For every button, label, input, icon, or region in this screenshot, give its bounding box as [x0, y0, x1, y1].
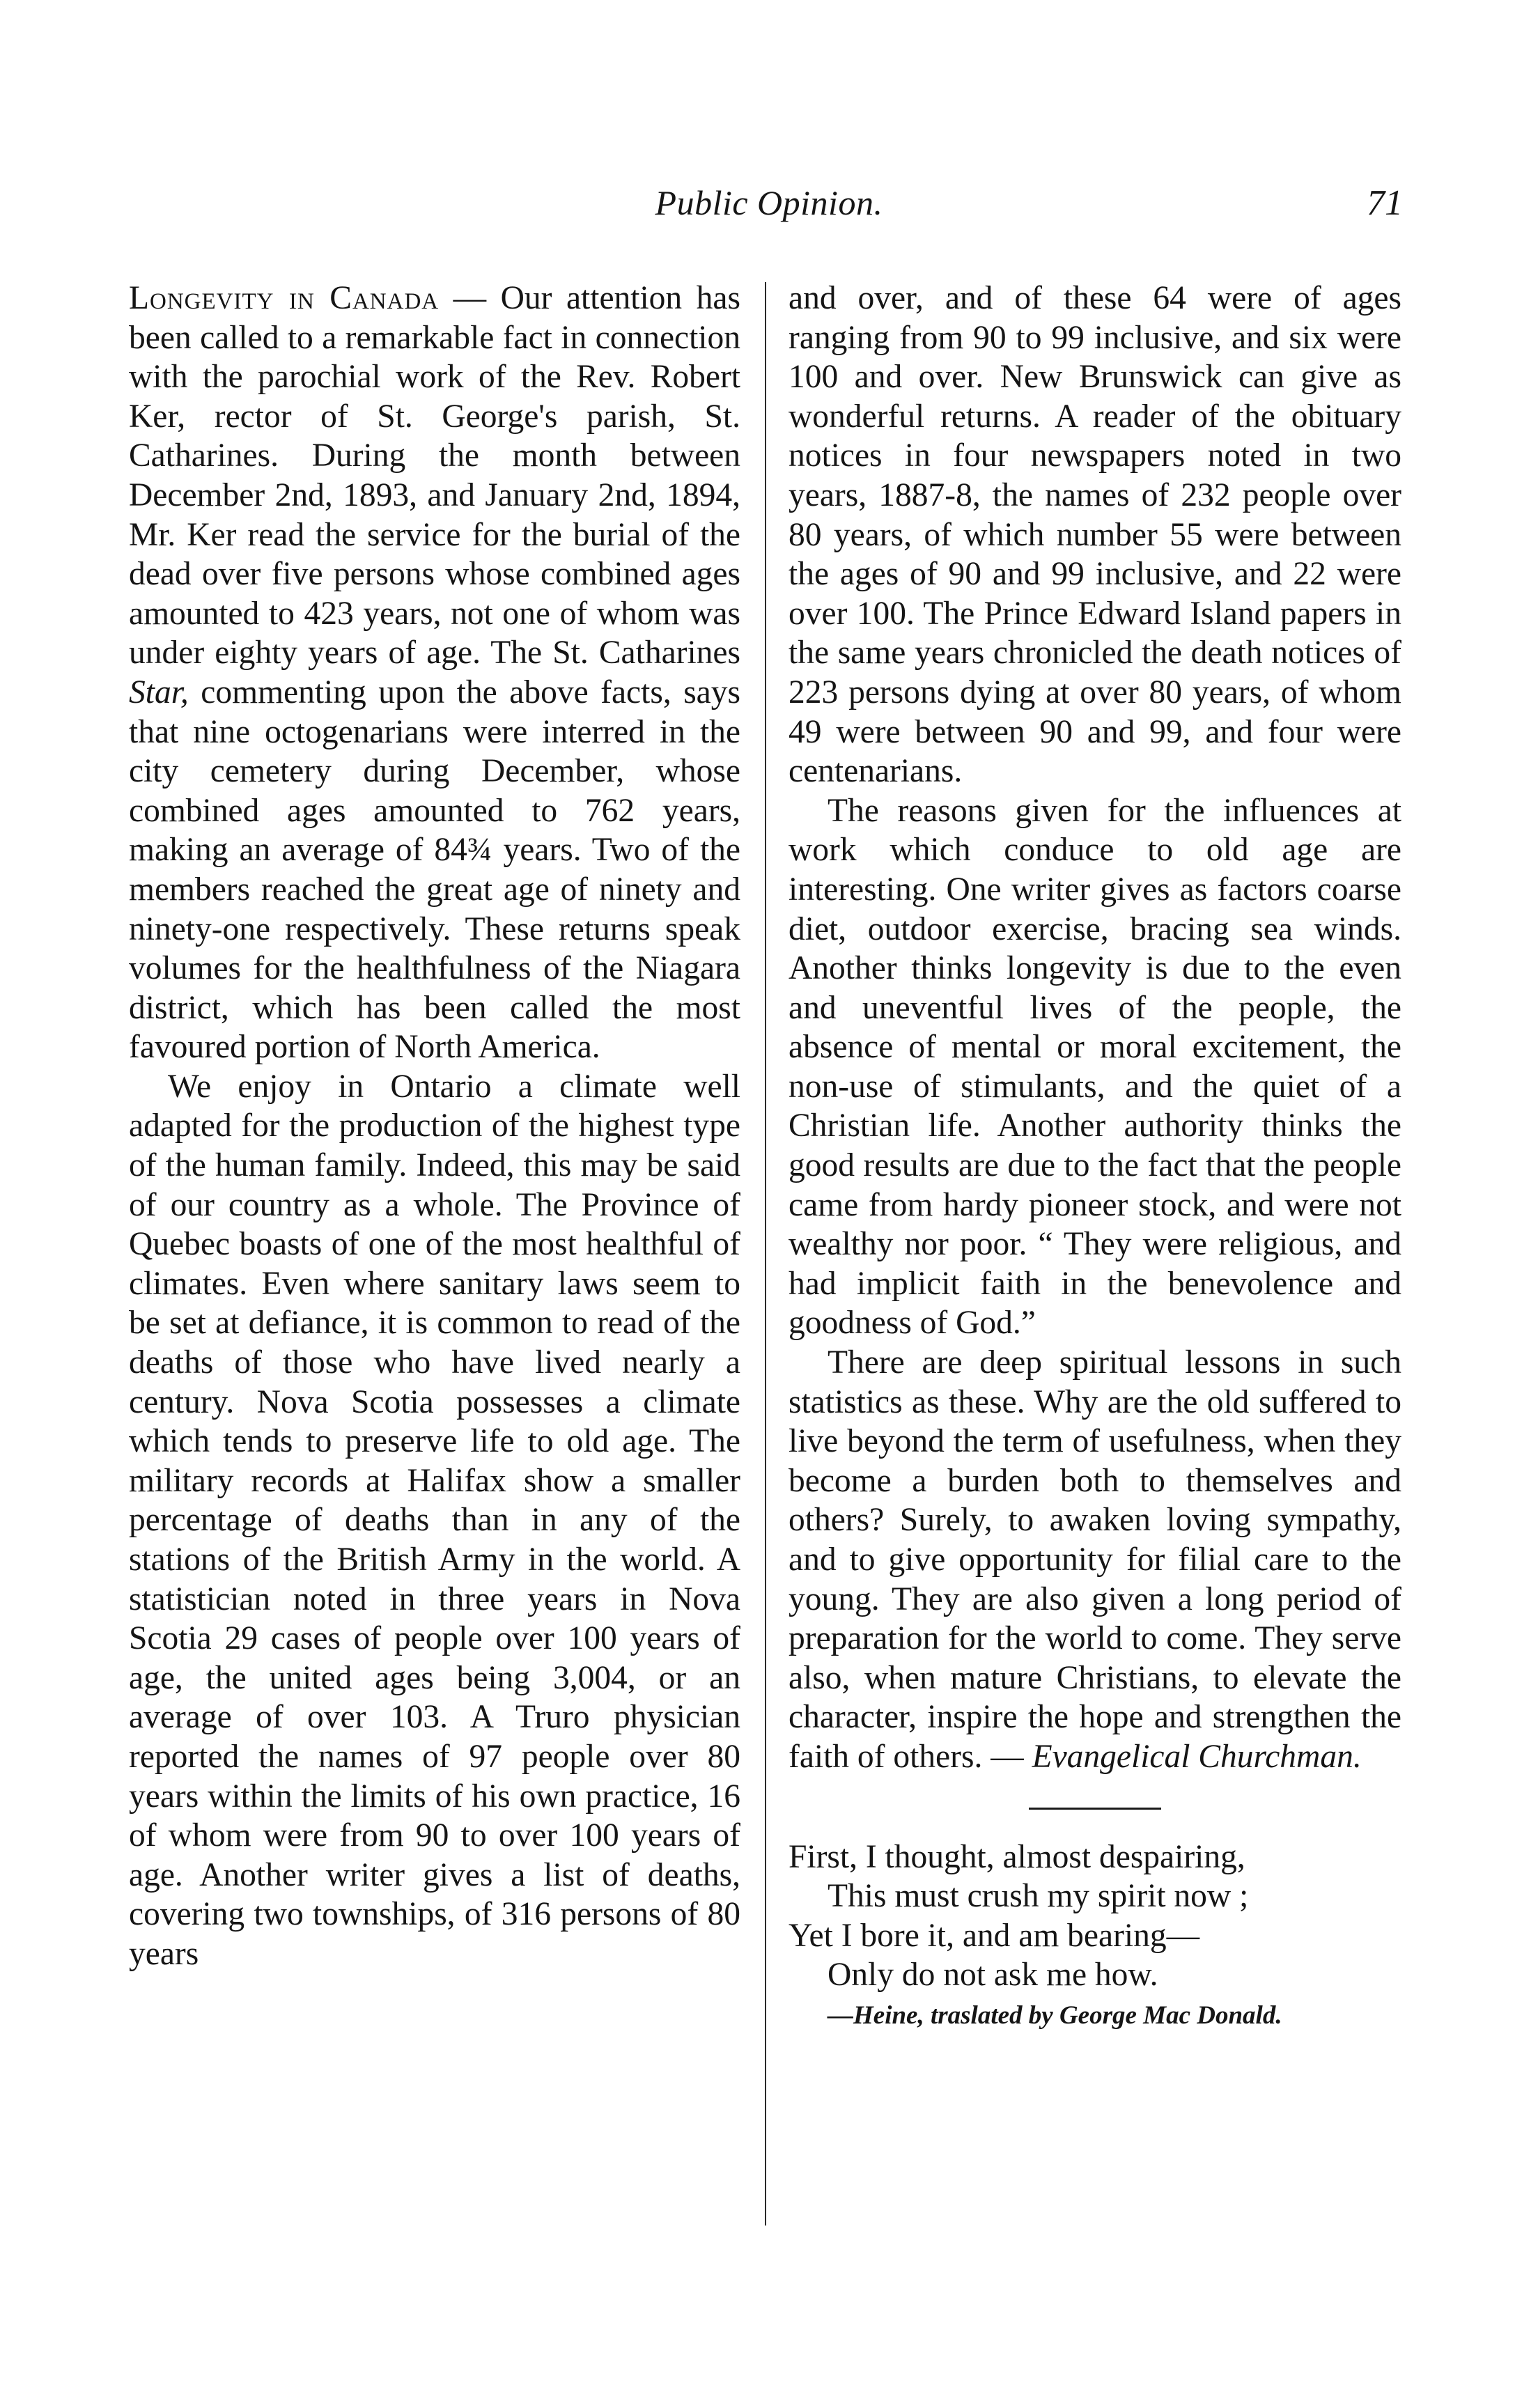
paragraph-continued: and over, and of these 64 were of ages ranging from 90 to 99 inclusive, and six were 100 and over. New Brunswick can give as wonderful returns. A reader of the obituary notices in four newspapers noted in two years, 1887-8, the names of 232 people over 80 years, of which number 55 were between the ages of 90 and 99 inclusive, and 22 were over 100. The Prince Edward Island papers in the same years chronicled the death notices of 223 persons dying at over 80 years, of whom 49 were between 90 and 99, and four were centenarians.: [789, 280, 1401, 790]
poem-line: First, I thought, almost despairing,: [789, 1838, 1245, 1875]
section-divider: [1029, 1808, 1161, 1810]
poem: [789, 1838, 1401, 2036]
column-divider: [765, 282, 766, 2226]
poem-line: Only do not ask me how.: [828, 1957, 1158, 1994]
running-title: Public Opinion.: [655, 183, 883, 222]
poem-line: This must crush my spirit now ;: [828, 1878, 1249, 1915]
right-column: [789, 279, 1401, 2036]
article-first-paragraph: [129, 279, 740, 1067]
paragraph-text: — Our attention has been called to a remarkable fact in connection with the parochial work of the Rev. Robert Ker, rector of St. George's parish, St. Catharines. During the month between December 2nd, 1893, and January 2nd, 1894, Mr. Ker read the service for the burial of the dead over five persons whose combined ages amounted to 423 years, not one of whom was under eighty years of age. The St. Catharines: [129, 280, 740, 671]
poem-credit: —Heine, traslated by George Mac Donald.: [828, 2001, 1282, 2030]
poem-line: Yet I bore it, and am bearing—: [789, 1917, 1200, 1954]
page-number: 71: [1367, 183, 1403, 223]
article-heading: Longevity in Canada: [129, 280, 440, 316]
left-column: [129, 279, 740, 1974]
page-header: [0, 182, 1538, 238]
source-attribution: Evangelical Churchman.: [1032, 1738, 1362, 1775]
paragraph: The reasons given for the influences at work which conduce to old age are interesting. One writer gives as factors coarse diet, outdoor exercise, bracing sea winds. Another thinks longevity is due to the even and uneventful lives of the people, the absence of mental or moral excitement, the non-use of stimulants, and the quiet of a Christian life. Another authority thinks the good results are due to the fact that the people came from hardy pioneer stock, and were not wealthy nor poor. “ They were religious, and had implicit faith in the benevolence and goodness of God.”: [789, 792, 1401, 1342]
paragraph-text: commenting upon the above facts, says that nine octogenarians were interred in the city cemetery during December, whose combined ages amounted to 762 years, making an average of 84¾ years. Two of the members reached the great age of ninety and ninety-one respectively. These returns speak volumes for the healthfulness of the Niagara district, which has been called the most favoured portion of North America.: [129, 674, 740, 1066]
paragraph: [789, 1343, 1401, 1777]
newspaper-name: Star,: [129, 674, 189, 710]
paragraph-text: There are deep spiritual lessons in such statistics as these. Why are the old suffered to live beyond the term of usefulness, when they become a burden both to themselves and others? Surely, to awaken loving sympathy, and to give opportunity for filial care to the young. They are also given a long period of preparation for the world to come. They serve also, when mature Christians, to elevate the character, inspire the hope and strengthen the faith of others. —: [789, 1344, 1401, 1775]
paragraph: We enjoy in Ontario a climate well adapted for the production of the highest type of the human family. Indeed, this may be said of our country as a whole. The Province of Quebec boasts of one of the most healthful of climates. Even where sanitary laws seem to be set at defiance, it is common to read of the deaths of those who have lived nearly a century. Nova Scotia possesses a climate which tends to preserve life to old age. The military records at Halifax show a smaller percentage of deaths than in any of the stations of the British Army in the world. A statistician noted in three years in Nova Scotia 29 cases of people over 100 years of age, the united ages being 3,004, or an average of over 103. A Truro physician reported the names of 97 people over 80 years within the limits of his own practice, 16 of whom were from 90 to over 100 years of age. Another writer gives a list of deaths, covering two townships, of 316 persons of 80 years: [129, 1068, 740, 1972]
